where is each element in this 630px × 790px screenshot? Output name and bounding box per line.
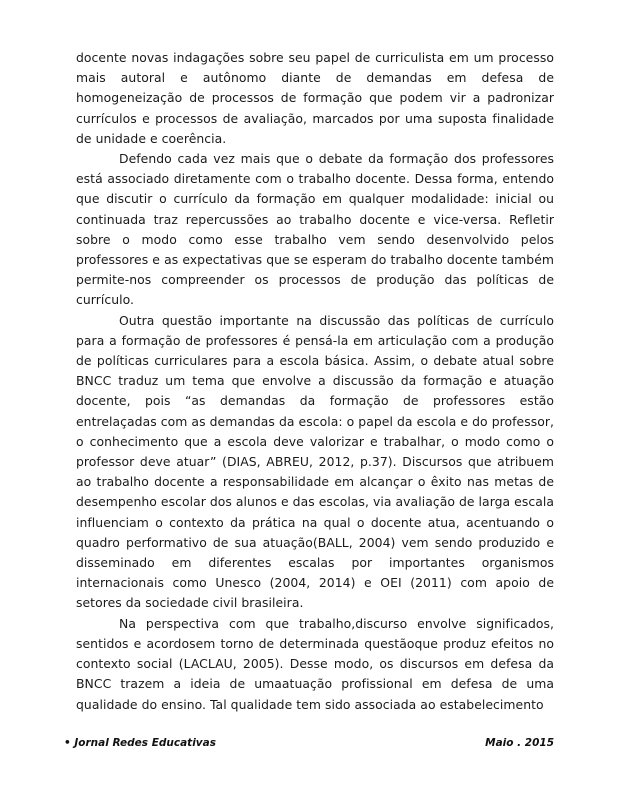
paragraph: Defendo cada vez mais que o debate da formação dos professores está associado diretamente com o trabalho docente. Dessa forma, entendo que discutir o currículo da formação em qualquer modalidade: inicial ou continuada traz repercussões ao trabalho docente e vice-versa. Refletir sobre o modo como esse trabalho vem sendo desenvolvido pelos professores e as expectativas que se esperam do trabalho docente também permite-nos compreender os processos de produção das políticas de currículo. [76,151,554,308]
paragraph-continuation: docente novas indagações sobre seu papel de curriculista em um processo mais autoral e autônomo diante de demandas em defesa de homogeneização de processos de formação que podem vir a padronizar currículos e processos de avaliação, marcados por uma suposta finalidade de unidade e coerência. [76,50,554,146]
page-footer [64,737,554,749]
footer-journal-name: • Jornal Redes Educativas [64,737,216,749]
footer-date: Maio . 2015 [485,737,554,749]
paragraph: Outra questão importante na discussão das políticas de currículo para a formação de professores é pensá-la em articulação com a produção de políticas curriculares para a escola básica. Assim, o debate atual sobre BNCC traduz um tema que envolve a discussão da formação e atuação docente, pois “as demandas da formação de professores estão entrelaçadas com as demandas da escola: o papel da escola e do professor, o conhecimento que a escola deve valorizar e trabalhar, o modo como o professor deve atuar” (DIAS, ABREU, 2012, p.37). Discursos que atribuem ao trabalho docente a responsabilidade em alcançar o êxito nas metas de desempenho escolar dos alunos e das escolas, via avaliação de larga escala influenciam o contexto da prática na qual o docente atua, acentuando o quadro performativo de sua atuação(BALL, 2004) vem sendo produzido e disseminado em diferentes escalas por importantes organismos internacionais como Unesco (2004, 2014) e OEI (2011) com apoio de setores da sociedade civil brasileira. [76,312,554,611]
document-body [76,48,554,715]
paragraph: Na perspectiva com que trabalho,discurso envolve significados, sentidos e acordosem torno de determinada questãoque produz efeitos no contexto social (LACLAU, 2005). Desse modo, os discursos em defesa da BNCC trazem a ideia de umaatuação profissional em defesa de uma qualidade do ensino. Tal qualidade tem sido associada ao estabelecimento [76,615,554,712]
